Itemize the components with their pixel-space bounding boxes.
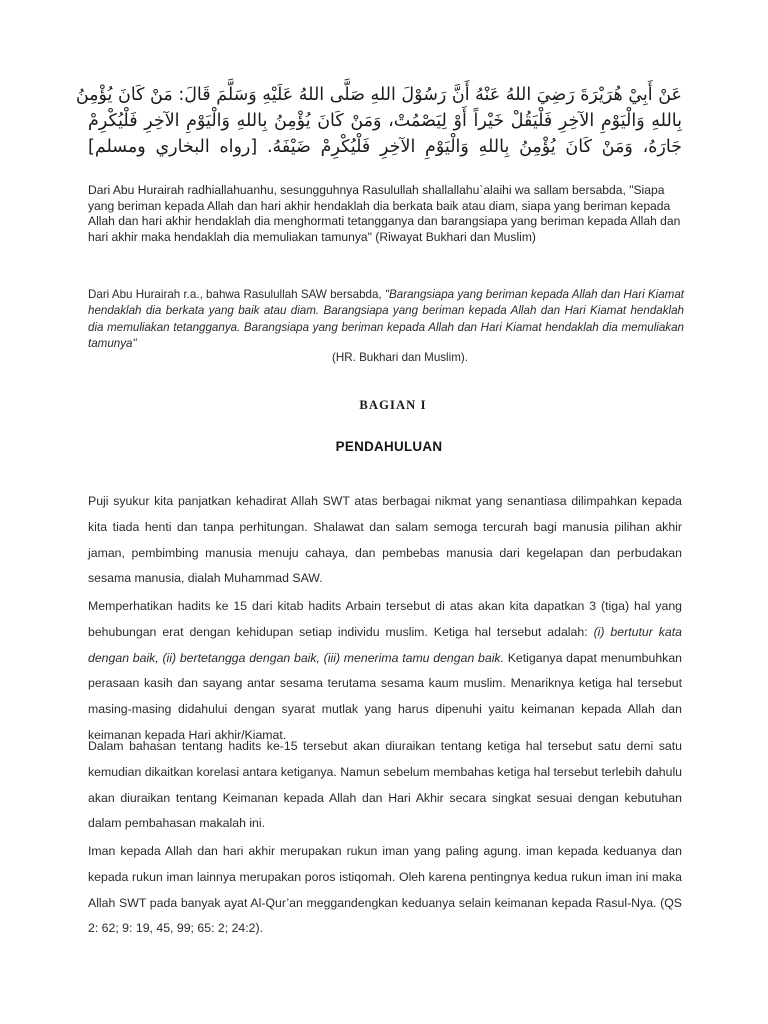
arabic-hadith-line-1: عَنْ أَبِيْ هُرَيْرَةَ رَضِيَ اللهُ عَنْهُ أَنَّ رَسُوْلَ اللهِ صَلَّى اللهُ عَلَيْهِ وَسَلَّمَ قَالَ: مَنْ كَانَ يُؤْمِنُ	[75, 85, 682, 105]
translation-two-quote: "Barangsiapa yang beriman kepada Allah dan Hari Kiamat hendaklah dia berkata yang baik atau diam. Barangsiapa yang beriman kepada Allah dan Hari Kiamat hendaklah dia memuliakan tetangganya. Barangsiapa yang beriman kepada Allah dan Hari Kiamat hendaklah dia memuliakan tamunya"	[88, 288, 684, 351]
translation-two-attribution-line	[88, 350, 684, 366]
arabic-hadith-line-2: بِاللهِ وَالْيَوْمِ الآخِرِ فَلْيَقُلْ خَيْراً أَوْ لِيَصْمُتْ، وَمَنْ كَانَ يُؤْمِنُ بِاللهِ وَالْيَوْمِ الآخِرِ فَلْيُكْرِمْ	[88, 111, 682, 131]
page-title-text: PENDAHULUAN	[335, 439, 443, 454]
section-heading	[0, 398, 768, 413]
translation-two-lead: Dari Abu Hurairah r.a., bahwa Rasulullah SAW bersabda,	[88, 288, 385, 301]
body-paragraph	[88, 594, 682, 749]
arabic-hadith-line-3: جَارَهُ، وَمَنْ كَانَ يُؤْمِنُ بِاللهِ وَالْيَوْمِ الآخِرِ فَلْيُكْرِمْ ضَيْفَهُ. [رواه البخاري ومسلم]	[88, 137, 682, 157]
body-paragraph	[88, 489, 682, 592]
paragraph-text: Ketiganya dapat menumbuhkan perasaan kasih dan sayang antar sesama terutama sesama kaum muslim. Menariknya ketiga hal tersebut masing-masing didahului dengan syarat mutlak yang harus dipenuhi yaitu keimanan kepada Allah dan keimanan kepada Hari akhir/Kiamat.	[88, 650, 682, 742]
body-paragraph	[88, 839, 682, 942]
body-paragraph	[88, 734, 682, 837]
translation-two-attribution: (HR. Bukhari dan Muslim).	[332, 351, 468, 364]
emphasized-text: (i) bertutur kata dengan baik, (ii) bertetangga dengan baik, (iii) menerima tamu dengan baik.	[88, 624, 682, 665]
paragraph-text: Memperhatikan hadits ke 15 dari kitab hadits Arbain tersebut di atas akan kita dapatkan 3 (tiga) hal yang behubungan erat dengan kehidupan setiap individu muslim. Ketiga hal tersebut adalah:	[88, 599, 682, 639]
section-heading-text: BAGIAN I	[359, 398, 427, 412]
paragraph-text: Iman kepada Allah dan hari akhir merupakan rukun iman yang paling agung. iman kepada keduanya dan kepada rukun iman lainnya merupakan poros istiqomah. Oleh karena pentingnya kedua rukun iman ini maka Allah SWT pada banyak ayat Al-Qur’an meggandengkan keduanya selain keimanan kepada Rasul-Nya. (QS 2: 62; 9: 19, 45, 99; 65: 2; 24:2).	[88, 844, 682, 936]
arabic-hadith-block	[75, 82, 682, 160]
paragraph-text: Dalam bahasan tentang hadits ke-15 tersebut akan diuraikan tentang ketiga hal tersebut satu demi satu kemudian dikaitkan korelasi antara ketiganya. Namun sebelum membahas ketiga hal tersebut terlebih dahulu akan diuraikan tentang Keimanan kepada Allah dan Hari Akhir secara singkat sesuai dengan kebutuhan dalam pembahasan makalah ini.	[88, 739, 683, 831]
page-title	[0, 439, 768, 454]
paragraph-text: Puji syukur kita panjatkan kehadirat Allah SWT atas berbagai nikmat yang senantiasa dilimpahkan kepada kita tiada henti dan tanpa perhitungan. Shalawat dan salam semoga tercurah bagi manusia pilihan akhir jaman, pembimbing manusia menuju cahaya, dan pembebas manusia dari kegelapan dan perbudakan sesama manusia, dialah Muhammad SAW.	[88, 494, 682, 586]
translation-paragraph-one: Dari Abu Hurairah radhiallahuanhu, sesungguhnya Rasulullah shallallahu`alaihi wa sallam bersabda, "Siapa yang beriman kepada Allah dan hari akhir hendaklah dia berkata baik atau diam, siapa yang beriman kepada Allah dan hari akhir hendaklah dia menghormati tetangganya dan barangsiapa yang beriman kepada Allah dan hari akhir maka hendaklah dia memuliakan tamunya" (Riwayat Bukhari dan Muslim)	[88, 183, 681, 244]
translation-paragraph-two	[88, 287, 684, 353]
